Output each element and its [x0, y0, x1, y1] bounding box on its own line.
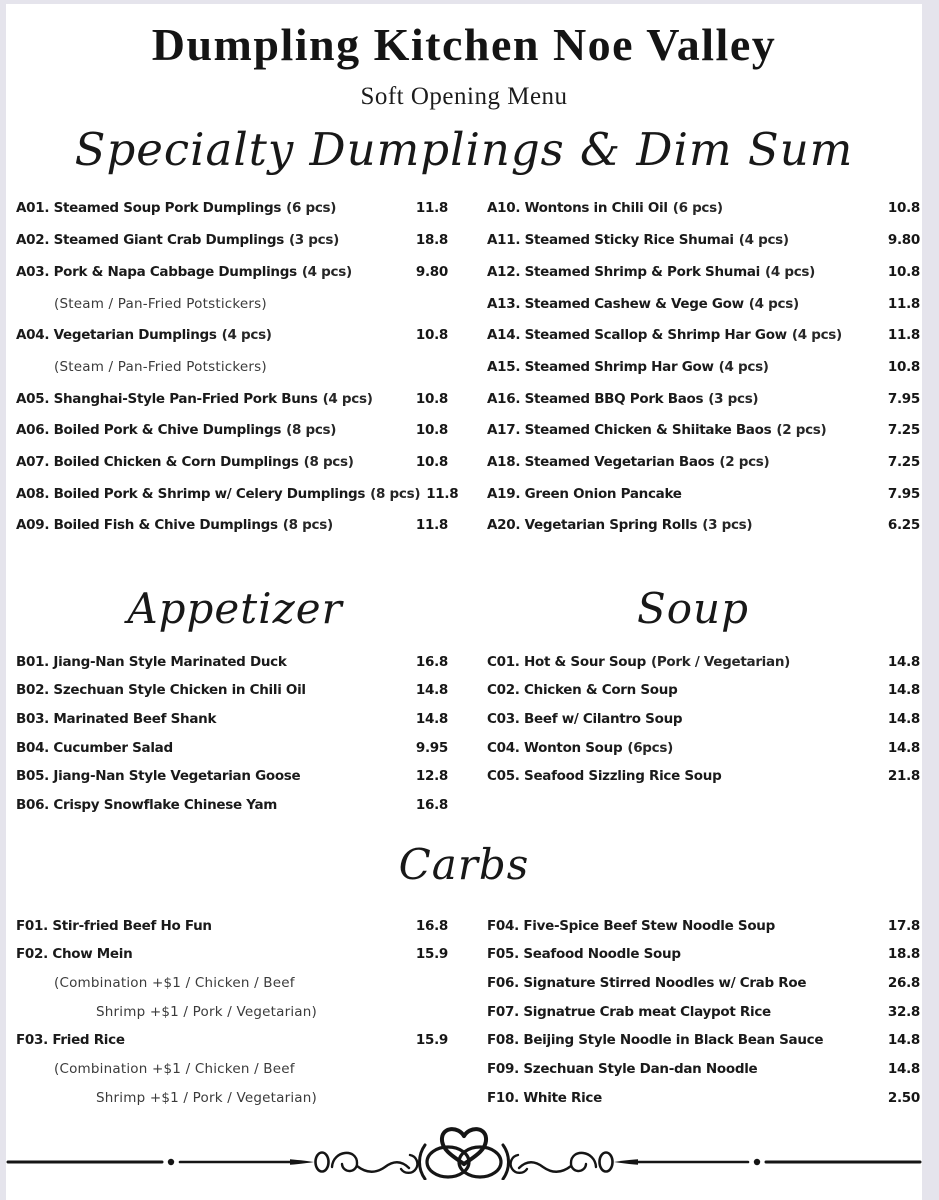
menu-item-row — [16, 1026, 448, 1055]
item-price: 10.8 — [887, 358, 920, 375]
menu-item-row — [16, 446, 448, 478]
item-name: F02. Chow Mein — [16, 946, 133, 963]
item-name: B04. Cucumber Salad — [16, 739, 173, 756]
item-price: 14.8 — [887, 739, 920, 756]
item-price: 10.8 — [415, 422, 448, 439]
menu-item-row — [487, 351, 920, 383]
carbs-column-left — [6, 911, 464, 1112]
section-heading-appetizer: Appetizer — [127, 584, 343, 634]
item-price: 15.9 — [415, 946, 448, 963]
item-name: A03. Pork & Napa Cabbage Dumplings — [16, 263, 297, 280]
item-note: (Combination +$1 / Chicken / Beef — [54, 1061, 295, 1078]
menu-item-row — [487, 911, 920, 940]
item-price: 21.8 — [887, 768, 920, 785]
item-price: 14.8 — [887, 1032, 920, 1049]
item-name: A20. Vegetarian Spring Rolls — [487, 517, 698, 534]
item-price: 26.8 — [887, 975, 920, 991]
menu-item-row — [487, 193, 920, 225]
soup-column — [464, 647, 922, 819]
item-name: A19. Green Onion Pancake — [487, 485, 682, 502]
item-name: A01. Steamed Soup Pork Dumplings — [16, 200, 282, 217]
item-name: B06. Crispy Snowflake Chinese Yam — [16, 796, 278, 813]
item-name: A15. Steamed Shrimp Har Gow — [487, 358, 714, 375]
carbs-section — [6, 911, 922, 1112]
item-price: 11.8 — [887, 327, 920, 344]
item-name: F05. Seafood Noodle Soup — [487, 946, 681, 963]
item-price: 7.95 — [887, 390, 920, 407]
carbs-column-right — [464, 911, 922, 1112]
item-size: (8 pcs) — [282, 517, 333, 534]
menu-item-row — [487, 940, 920, 969]
item-name: F06. Signature Stirred Noodles w/ Crab Roe — [487, 975, 807, 991]
menu-item-row — [16, 647, 448, 676]
item-size: (8 pcs) — [370, 485, 421, 502]
item-price: 7.25 — [887, 422, 920, 439]
menu-item-row — [487, 997, 920, 1026]
item-price: 18.8 — [887, 946, 920, 963]
dimsum-section — [6, 193, 922, 542]
item-price: 16.8 — [415, 796, 448, 813]
item-price: 12.8 — [415, 768, 448, 785]
menu-item-row — [487, 224, 920, 256]
item-name: A08. Boiled Pork & Shrimp w/ Celery Dumplings — [16, 485, 366, 502]
appetizer-soup-section — [6, 647, 922, 819]
menu-item-row — [487, 319, 920, 351]
item-price: 16.8 — [415, 653, 448, 670]
item-price: 14.8 — [415, 710, 448, 727]
item-price: 7.25 — [887, 453, 920, 470]
menu-item-row — [487, 1055, 920, 1084]
item-price: 11.8 — [426, 485, 459, 502]
menu-item-row — [16, 791, 448, 820]
menu-item-row — [16, 705, 448, 734]
item-name: C01. Hot & Sour Soup — [487, 653, 646, 670]
item-size: (2 pcs) — [719, 453, 770, 470]
menu-item-row — [16, 256, 448, 288]
item-size: (4 pcs) — [791, 327, 842, 344]
item-price: 9.80 — [887, 232, 920, 249]
item-price: 10.8 — [887, 263, 920, 280]
item-name: A14. Steamed Scallop & Shrimp Har Gow — [487, 327, 787, 344]
appetizer-soup-headings — [6, 577, 922, 641]
item-name: A02. Steamed Giant Crab Dumplings — [16, 232, 284, 249]
menu-item-row — [487, 733, 920, 762]
menu-item-row — [16, 940, 448, 969]
item-price: 16.8 — [415, 917, 448, 934]
item-size: (4 pcs) — [748, 295, 799, 312]
item-name: A06. Boiled Pork & Chive Dumplings — [16, 422, 282, 439]
item-size: (3 pcs) — [702, 517, 753, 534]
item-size: (6 pcs) — [286, 200, 337, 217]
item-note: Shrimp +$1 / Pork / Vegetarian) — [96, 1089, 318, 1106]
menu-item-row — [16, 911, 448, 940]
menu-item-row — [487, 414, 920, 446]
item-name: B01. Jiang-Nan Style Marinated Duck — [16, 653, 287, 670]
item-name: A16. Steamed BBQ Pork Baos — [487, 390, 704, 407]
item-price: 17.8 — [887, 917, 920, 934]
item-price: 18.8 — [415, 232, 448, 249]
item-note: (Steam / Pan-Fried Potstickers) — [54, 358, 267, 375]
page-subtitle: Soft Opening Menu — [360, 82, 568, 110]
menu-item-row — [487, 1083, 920, 1112]
item-size: (4 pcs) — [738, 232, 789, 249]
item-name: B02. Szechuan Style Chicken in Chili Oil — [16, 682, 306, 699]
appetizer-column — [6, 647, 464, 819]
page-title: Dumpling Kitchen Noe Valley — [151, 19, 777, 70]
item-price: 32.8 — [887, 1003, 920, 1020]
item-price: 14.8 — [887, 1061, 920, 1078]
item-name: A07. Boiled Chicken & Corn Dumplings — [16, 453, 299, 470]
menu-item-row — [16, 762, 448, 791]
item-size: (8 pcs) — [303, 453, 354, 470]
item-name: F08. Beijing Style Noodle in Black Bean Sauce — [487, 1032, 824, 1049]
item-price: 14.8 — [887, 682, 920, 699]
section-heading-carbs: Carbs — [398, 840, 530, 890]
menu-item-row — [487, 1026, 920, 1055]
item-name: A04. Vegetarian Dumplings — [16, 327, 217, 344]
item-note: (Steam / Pan-Fried Potstickers) — [54, 295, 267, 312]
item-name: F10. White Rice — [487, 1089, 602, 1106]
item-size: (6 pcs) — [672, 200, 723, 217]
item-note: (Combination +$1 / Chicken / Beef — [54, 975, 295, 991]
menu-page — [6, 4, 922, 1200]
item-price: 10.8 — [887, 200, 920, 217]
item-name: F07. Signatrue Crab meat Claypot Rice — [487, 1003, 771, 1020]
menu-item-row — [16, 676, 448, 705]
item-name: A12. Steamed Shrimp & Pork Shumai — [487, 263, 760, 280]
menu-item-row — [16, 319, 448, 351]
item-size: (6pcs) — [627, 739, 673, 756]
menu-item-row — [16, 733, 448, 762]
item-price: 14.8 — [887, 653, 920, 670]
item-size: (4 pcs) — [718, 358, 769, 375]
menu-item-row — [487, 288, 920, 320]
menu-item-row — [487, 969, 920, 998]
dimsum-column-left — [6, 193, 464, 542]
item-name: A05. Shanghai-Style Pan-Fried Pork Buns — [16, 390, 318, 407]
section-heading-dimsum: Specialty Dumplings & Dim Sum — [74, 122, 854, 176]
menu-item-row — [487, 705, 920, 734]
item-size: (Pork / Vegetarian) — [650, 653, 790, 670]
menu-item-row — [487, 676, 920, 705]
item-size: (8 pcs) — [286, 422, 337, 439]
item-name: F04. Five-Spice Beef Stew Noodle Soup — [487, 917, 775, 934]
menu-item-row — [487, 478, 920, 510]
item-price: 9.80 — [415, 263, 448, 280]
item-name: C05. Seafood Sizzling Rice Soup — [487, 768, 722, 785]
dimsum-column-right — [464, 193, 922, 542]
item-name: A17. Steamed Chicken & Shiitake Baos — [487, 422, 772, 439]
item-name: B03. Marinated Beef Shank — [16, 710, 217, 727]
item-name: C02. Chicken & Corn Soup — [487, 682, 678, 699]
item-name: A10. Wontons in Chili Oil — [487, 200, 668, 217]
section-heading-soup: Soup — [637, 584, 749, 634]
item-size: (3 pcs) — [288, 232, 339, 249]
menu-item-row — [487, 383, 920, 415]
item-name: F09. Szechuan Style Dan-dan Noodle — [487, 1061, 758, 1078]
item-price: 2.50 — [887, 1089, 920, 1106]
item-name: F01. Stir-fried Beef Ho Fun — [16, 917, 212, 934]
menu-item-row — [487, 446, 920, 478]
item-name: C03. Beef w/ Cilantro Soup — [487, 710, 683, 727]
item-price: 11.8 — [887, 295, 920, 312]
item-name: A11. Steamed Sticky Rice Shumai — [487, 232, 734, 249]
item-price: 9.95 — [415, 739, 448, 756]
item-name: F03. Fried Rice — [16, 1032, 125, 1049]
menu-item-row — [487, 509, 920, 541]
item-price: 15.9 — [415, 1032, 448, 1049]
item-price: 10.8 — [415, 390, 448, 407]
item-size: (4 pcs) — [322, 390, 373, 407]
menu-item-row — [487, 647, 920, 676]
item-size: (2 pcs) — [776, 422, 827, 439]
item-price: 11.8 — [415, 200, 448, 217]
item-name: A13. Steamed Cashew & Vege Gow — [487, 295, 744, 312]
menu-item-row — [16, 224, 448, 256]
menu-item-row — [16, 383, 448, 415]
menu-item-row — [16, 478, 459, 510]
menu-item-row — [16, 193, 448, 225]
menu-item-row — [16, 509, 448, 541]
item-price: 10.8 — [415, 453, 448, 470]
item-price: 11.8 — [415, 517, 448, 534]
item-size: (4 pcs) — [221, 327, 272, 344]
item-size: (4 pcs) — [301, 263, 352, 280]
menu-item-row — [487, 256, 920, 288]
item-price: 6.25 — [887, 517, 920, 534]
item-name: A18. Steamed Vegetarian Baos — [487, 453, 715, 470]
item-size: (3 pcs) — [708, 390, 759, 407]
item-size: (4 pcs) — [764, 263, 816, 280]
menu-item-row — [487, 762, 920, 791]
item-price: 10.8 — [415, 327, 448, 344]
item-price: 14.8 — [415, 682, 448, 699]
heart-flourish-divider — [6, 1122, 922, 1184]
item-name: B05. Jiang-Nan Style Vegetarian Goose — [16, 768, 301, 785]
menu-item-row — [16, 414, 448, 446]
item-name: A09. Boiled Fish & Chive Dumplings — [16, 517, 278, 534]
item-price: 14.8 — [887, 710, 920, 727]
item-name: C04. Wonton Soup — [487, 739, 623, 756]
item-price: 7.95 — [887, 485, 920, 502]
item-note: Shrimp +$1 / Pork / Vegetarian) — [96, 1003, 318, 1020]
